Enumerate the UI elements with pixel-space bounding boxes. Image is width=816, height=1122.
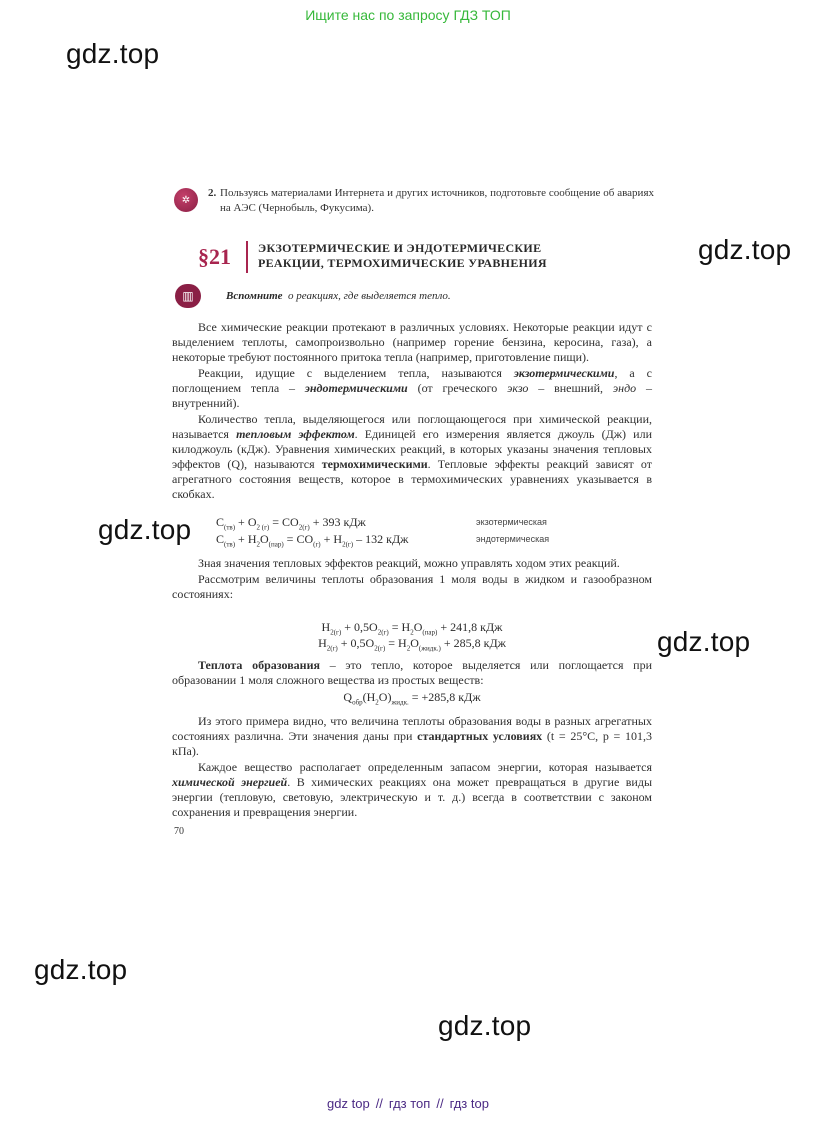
section-divider: [246, 241, 248, 273]
section-title-line2: РЕАКЦИИ, ТЕРМОХИМИЧЕСКИЕ УРАВНЕНИЯ: [258, 256, 547, 270]
task-star-icon: ✲: [174, 188, 198, 212]
paragraph: Теплота образования – это тепло, которое выделяется или поглощается при образовании 1 моля сложного вещества из простых веществ:: [172, 658, 652, 687]
footer-link[interactable]: gdz top: [327, 1096, 370, 1111]
remember-label: Вспомните: [226, 290, 283, 302]
equation: $C_{(тв)} + H_2O_{(пар)} = CO_{(г)} + H_{2(г)} - 132$ кДж: [216, 532, 409, 549]
section-header: [198, 241, 658, 275]
book-icon: ▥: [175, 284, 201, 308]
paragraph: Рассмотрим величины теплоты образования 1 моля воды в жидком и газообразном состояниях:: [172, 572, 652, 601]
main-text-1: [172, 320, 652, 503]
task-text: Пользуясь материалами Интернета и других источников, подготовьте сообщение об авариях на АЭС (Чернобыль, Фукусима).: [220, 187, 654, 214]
paragraph: Количество тепла, выделяющегося или поглощающегося при химической реакции, называется тепловым эффектом. Единицей его измерения является джоуль (Дж) или килоджоуль (кДж). Уравнения химических реакций, в которых указаны значения тепловых эффектов (Q), называются термохимическими. Тепловые эффекты реакций зависят от агрегатного состояния веществ, которое в термохимических уравнениях указывается в скобках.: [172, 412, 653, 501]
equation-water-liquid: $H_{2(г)} + 0,5O_{2(г)} = H_2O_{(жидк.)} + 285,8$ кДж: [318, 636, 506, 653]
equation-water-vapor: $H_{2(г)} + 0,5O_{2(г)} = H_2O_{(пар)} + 241,8$ кДж: [321, 620, 503, 637]
equation: $C_{(тв)} + O_{2 (г)} = CO_{2(г)} + 393$ кДж: [216, 515, 366, 532]
watermark: gdz.top: [66, 38, 160, 69]
watermark: gdz.top: [98, 514, 192, 545]
paragraph: Каждое вещество располагает определенным запасом энергии, которая называется химической энергией. В химических реакциях она может превращаться в другие виды энергии (тепловую, световую, электрическую и т. д.) всегда в соответствии с законом сохранения и превращения энергии.: [172, 760, 653, 819]
top-search-link[interactable]: Ищите нас по запросу ГДЗ ТОП: [305, 7, 511, 23]
equation-tag: экзотермическая: [476, 517, 547, 527]
footer-links: [0, 1096, 816, 1111]
remember-block: [172, 284, 652, 308]
footer-link[interactable]: гдз top: [449, 1096, 489, 1111]
watermark: gdz.top: [438, 1010, 532, 1041]
paragraph: Все химические реакции протекают в различных условиях. Некоторые реакции идут с выделением теплоты, самопроизвольно (например горение бензина, керосина, газа), а некоторые требуют постоянного притока тепла (например, приготовление пищи).: [172, 320, 652, 364]
equation-exothermic: [216, 515, 636, 531]
watermark: gdz.top: [657, 626, 751, 657]
page-number: 70: [174, 826, 184, 837]
task-number: 2.: [208, 187, 217, 199]
section-title: [258, 241, 547, 271]
main-text-2: [172, 556, 652, 603]
paragraph: Реакции, идущие с выделением тепла, называются экзотермическими, а с поглощением тепла – эндотермическими (от греческого экзо – внешний, эндо – внутренний).: [172, 366, 653, 410]
section-number: §21: [198, 244, 231, 269]
footer-separator: //: [375, 1096, 383, 1111]
main-text-3: [172, 658, 652, 689]
remember-text: о реакциях, где выделяется тепло.: [288, 290, 451, 302]
paragraph: Из этого примера видно, что величина теплоты образования воды в разных агрегатных состояниях различна. Эти значения даны при стандартных условиях (t = 25°C, p = 101,3 кПа).: [172, 714, 652, 758]
equation-tag: эндотермическая: [476, 534, 550, 544]
section-title-line1: ЭКЗОТЕРМИЧЕСКИЕ И ЭНДОТЕРМИЧЕСКИЕ: [258, 241, 542, 255]
equation-formation-heat: $Q_{обр}(H_2O)_{жидк.} = +285,8$ кДж: [343, 690, 481, 707]
watermark: gdz.top: [34, 954, 128, 985]
paragraph: Зная значения тепловых эффектов реакций, можно управлять ходом этих реакций.: [198, 556, 620, 570]
footer-link[interactable]: гдз топ: [388, 1096, 431, 1111]
main-text-4: [172, 714, 652, 821]
equation-endothermic: [216, 532, 636, 548]
watermark: gdz.top: [698, 234, 792, 265]
footer-separator: //: [436, 1096, 444, 1111]
